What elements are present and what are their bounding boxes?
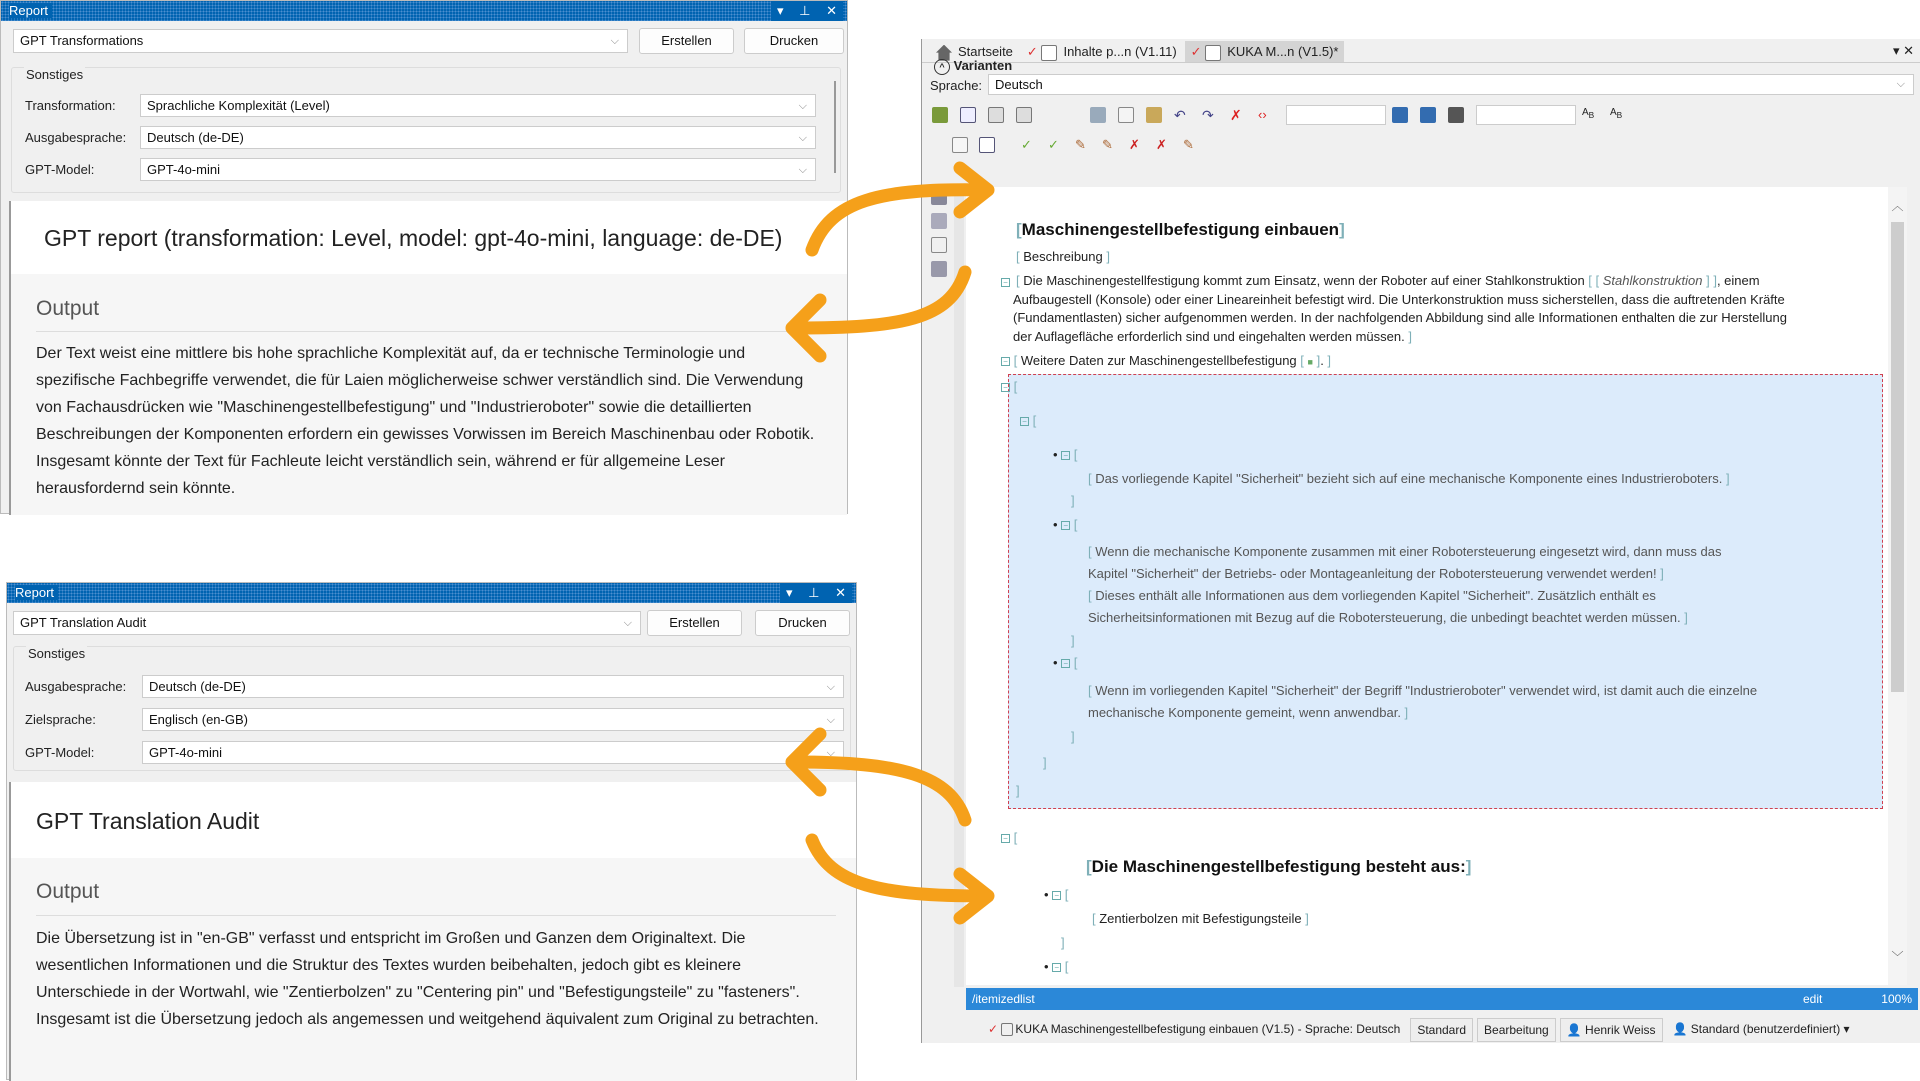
arrow-to-editor-bottom [812, 840, 988, 918]
collapse-icon[interactable]: − [1001, 834, 1010, 843]
user-name: Henrik Weiss [1585, 1023, 1656, 1037]
para-text: Sicherheitsinformationen mit Bezug auf die Robotersteuerung, die unbedingt beachtet werden müssen. [1088, 610, 1681, 625]
next-change-icon[interactable]: ✎ [1075, 137, 1086, 152]
user-icon: 👤 [1566, 1023, 1582, 1037]
undo-icon[interactable]: ↶ [1174, 107, 1186, 123]
para-line: der Auflagefläche erforderlich sind und eingehalten werden müssen. [1013, 328, 1405, 344]
section-open: − [ [1001, 830, 1017, 845]
safety-para-3: [ Wenn im vorliegenden Kapitel "Sicherheit" der Begriff "Industrieroboter" verwendet wird, ist damit auch die einzelne mechanische Komponente gemeint, wenn anwendbar. ] [1088, 683, 1758, 720]
chevron-down-icon: ⌵ [826, 681, 835, 693]
collapse-icon[interactable]: − [1001, 357, 1010, 366]
bracket: ] [1016, 783, 1020, 798]
chevron-down-icon: ⌵ [826, 747, 835, 759]
list-item-text: [ Zentierbolzen mit Befestigungsteile ] [1092, 911, 1309, 926]
print-label: Drucken [778, 615, 827, 630]
safety-para-2: [ Wenn die mechanische Komponente zusammen mit einer Robotersteuerung eingesetzt wird, dann muss das Kapitel "Sicherheit" der Betriebs- oder Montageanleitung der Robotersteuerung verwendet werden! ] [ Dieses enthält alle Informationen aus dem vorliegenden Kapitel "Sicherheit". Zusätzlich enthält es Sicherheitsinformationen mit Bezug auf die Robotersteuerung, die unbedingt beachtet werden müssen. ] [1088, 544, 1722, 625]
para-line: , einem [1716, 273, 1760, 288]
select-value: Deutsch (de-DE) [147, 130, 244, 145]
state-status[interactable]: Bearbeitung [1477, 1018, 1556, 1042]
para-text: Wenn im vorliegenden Kapitel "Sicherheit" der Begriff "Industrieroboter" verwendet wird, ist damit auch die einzelne [1095, 683, 1758, 698]
check-icon: ✓ [988, 1022, 999, 1036]
cross-reference[interactable]: Stahlkonstruktion [1602, 273, 1703, 288]
window-controls[interactable]: ▾ ✕ [1892, 43, 1914, 58]
select-value: Sprachliche Komplexität (Level) [147, 98, 330, 113]
output-heading: Output [36, 880, 100, 903]
gpt-model-label: GPT-Model: [25, 162, 95, 177]
select-value: GPT Transformations [20, 33, 144, 48]
group-label: Sonstiges [28, 646, 86, 661]
output-language-label: Ausgabesprache: [25, 130, 127, 145]
para-text: Das vorliegende Kapitel "Sicherheit" bezieht sich auf eine mechanische Komponente eines Industrieroboters. [1095, 471, 1723, 486]
tab-label: KUKA M...n (V1.5)* [1227, 44, 1339, 59]
bracket: ] [1071, 633, 1075, 648]
language-label: Sprache: [930, 78, 983, 93]
panel-controls[interactable]: ▾ ⊥ ✕ [771, 1, 843, 21]
block-open: − [ [1001, 379, 1017, 394]
report-title: GPT report (transformation: Level, model: gpt-4o-mini, language: de-DE) [44, 225, 783, 251]
reject-all-icon[interactable]: ✗ [1156, 137, 1167, 152]
output-text: Der Text weist eine mittlere bis hohe sprachliche Komplexität auf, da er technische Terminologie und spezifische Fachbegriffe verwendet, die für Laien möglicherweise schwer verständlich sind. Die Verwendung von Fachausdrücken wie "Maschinengestellbefestigung" und "Industrieroboter" sowie die detaillierten Beschreibungen der Komponenten erfordern ein gewisses Vorwissen im Bereich Maschinenbau oder Robotik. Insgesamt könnte der Text für Fachleute leicht verständlich sein, während er für allgemeine Leser herausfordernd sein könnte. [36, 345, 815, 497]
paragraph: [ Die Maschinengestellfestigung kommt zum Einsatz, wenn der Roboter auf einer Stahlkonstruktion [ [ Stahlkonstruktion ] ], einem Aufbaugestell (Konsole) oder einer Lineareinheit befestigt wird. Die Unterkonstruktion muss sicherstellen, dass die auftretenden Kräfte (Fundamentlasten) sicher aufgenommen werden. In der nachfolgenden Abbildung sind alle Informationen enthalten die zur Herstellung der Auflagefläche erforderlich sind und eingehalten werden müssen. ] [1013, 273, 1787, 344]
spellcheck-icon[interactable]: $A_B$ [1582, 107, 1595, 120]
tab-label: Inhalte p...n (V1.11) [1063, 44, 1177, 59]
collapse-up-icon: ^ [934, 59, 950, 75]
collapse-icon[interactable]: − [1020, 417, 1029, 426]
list-open: − [ [1020, 413, 1036, 428]
profile-select[interactable]: 👤 Standard (benutzerdefiniert) ▾ [1672, 1022, 1850, 1036]
arrow-from-editor-top [792, 272, 965, 356]
chevron-down-icon: ⌵ [798, 100, 807, 112]
element-path[interactable]: /itemizedlist [972, 992, 1035, 1006]
collapse-icon[interactable]: − [1052, 891, 1061, 900]
consists-heading: [Die Maschinengestellbefestigung besteht aus:] [1086, 857, 1472, 876]
image-placeholder-icon: ■ [1307, 357, 1313, 367]
output-heading: Output [36, 297, 100, 320]
collapse-icon[interactable]: − [1052, 963, 1061, 972]
view-status[interactable]: Standard [1410, 1018, 1473, 1042]
track-changes-icon[interactable]: ✎ [1183, 137, 1194, 152]
arrow-to-editor-top [812, 168, 988, 250]
zoom-level[interactable]: 100% [1881, 992, 1912, 1006]
list-item-open: • − [ [1053, 655, 1078, 670]
create-label: Erstellen [669, 615, 720, 630]
para-line: Aufbaugestell (Konsole) oder einer Lineareinheit befestigt wird. Die Unterkonstruktion muss sicherstellen, dass die auftretenden Kräfte [1013, 291, 1785, 307]
delete-element-icon[interactable]: ✗ [1230, 107, 1242, 123]
scroll-up-icon[interactable]: ︿ [1891, 199, 1904, 213]
transformation-label: Transformation: [25, 98, 116, 113]
chevron-down-icon: ⌵ [826, 714, 835, 726]
create-label: Erstellen [661, 33, 712, 48]
description-label: [ Beschreibung ] [1016, 249, 1110, 264]
doc-heading: [Maschinengestellbefestigung einbauen] [1016, 220, 1345, 239]
group-label: Sonstiges [26, 67, 84, 82]
chevron-down-icon: ⌵ [798, 132, 807, 144]
chevron-down-icon: ⌵ [1896, 78, 1905, 90]
panel-title: Report [15, 585, 58, 600]
select-value: Englisch (en-GB) [149, 712, 248, 727]
para-text: Wenn die mechanische Komponente zusammen mit einer Robotersteuerung eingesetzt wird, dann muss das [1095, 544, 1722, 559]
arrow-from-editor-bottom [792, 734, 965, 820]
more-data-text: Weitere Daten zur Maschinengestellbefestigung [1020, 353, 1297, 368]
list-item-open: • − [ [1044, 887, 1069, 902]
variants-label: Varianten [953, 58, 1013, 73]
collapse-icon[interactable]: − [1061, 451, 1070, 460]
accept-change-icon[interactable]: ✓ [1021, 137, 1032, 152]
select-value: GPT-4o-mini [149, 745, 222, 760]
check-icon: ✓ [1026, 44, 1038, 59]
list-item-open: • − [ [1044, 959, 1069, 974]
chevron-down-icon: ⌵ [610, 35, 619, 47]
list-item-open: • − [ [1053, 447, 1078, 462]
description-text: Beschreibung [1023, 249, 1103, 264]
output-text: Die Übersetzung ist in "en-GB" verfasst und entspricht im Großen und Ganzen dem Originaltext. Die wesentlichen Informationen und die Struktur des Textes wurden beibehalten, jedoch gibt es kleinere Unterschiede in der Wortwahl, wie "Zentierbolzen" zu "Centering pin" und "Befestigungsteile" zu "fasteners". Insgesamt ist die Übersetzung jedoch als angemessen und weitgehend äquivalent zum Original zu betrachten. [36, 930, 819, 1028]
profile-icon: 👤 [1672, 1022, 1688, 1036]
list-item-open: • − [ [1053, 517, 1078, 532]
chevron-down-icon: ⌵ [798, 164, 807, 176]
thesaurus-icon[interactable]: $A_B$ [1610, 107, 1623, 120]
redo-icon[interactable]: ↷ [1202, 107, 1214, 123]
edit-mode: edit [1803, 992, 1823, 1006]
collapse-icon[interactable]: − [1061, 521, 1070, 530]
report-title: GPT Translation Audit [36, 808, 260, 834]
collapse-icon[interactable]: − [1001, 278, 1010, 287]
para-line: Die Maschinengestellfestigung kommt zum Einsatz, wenn der Roboter auf einer Stahlkonstruktion [1023, 273, 1585, 288]
gpt-model-label: GPT-Model: [25, 745, 95, 760]
prev-change-icon[interactable]: ✎ [1102, 137, 1113, 152]
collapse-icon[interactable]: − [1001, 383, 1010, 392]
bracket: ] [1071, 493, 1075, 508]
reject-change-icon[interactable]: ✗ [1129, 137, 1140, 152]
output-language-label: Ausgabesprache: [25, 679, 127, 694]
para-line: (Fundamentlasten) sicher aufgenommen werden. In der nachfolgenden Abbildung sind alle Informationen enthalten die zur Herstellung [1013, 310, 1787, 325]
select-value: GPT-4o-mini [147, 162, 220, 177]
collapse-icon[interactable]: − [1061, 659, 1070, 668]
remove-tag-icon[interactable]: ‹› [1258, 107, 1267, 122]
profile-label: Standard (benutzerdefiniert) [1690, 1022, 1841, 1036]
target-language-label: Zielsprache: [25, 712, 96, 727]
check-icon: ✓ [1190, 44, 1202, 59]
para-text: mechanische Komponente gemeint, wenn anwendbar. [1088, 705, 1401, 720]
tab-label: Startseite [958, 44, 1013, 59]
select-value: Deutsch [995, 77, 1043, 92]
chevron-down-icon: ⌵ [623, 617, 632, 629]
print-label: Drucken [769, 33, 819, 48]
bracket: ] [1071, 729, 1075, 744]
panel-controls[interactable]: ▾ ⊥ ✕ [780, 583, 852, 603]
para-text: Dieses enthält alle Informationen aus dem vorliegenden Kapitel "Sicherheit". Zusätzlich enthält es [1095, 588, 1656, 603]
select-value: GPT Translation Audit [20, 615, 147, 630]
accept-all-icon[interactable]: ✓ [1048, 137, 1059, 152]
para-text: Kapitel "Sicherheit" der Betriebs- oder Montageanleitung der Robotersteuerung verwendet werden! [1088, 566, 1657, 581]
scroll-down-icon[interactable]: ﹀ [1891, 950, 1904, 964]
more-data: − [ Weitere Daten zur Maschinengestellbefestigung [ ■ ]. ] [1001, 353, 1331, 368]
bracket: [ [974, 190, 978, 205]
safety-para-1: [ Das vorliegende Kapitel "Sicherheit" bezieht sich auf eine mechanische Komponente eines Industrieroboters. ] [1088, 471, 1730, 486]
select-value: Deutsch (de-DE) [149, 679, 246, 694]
heading-text: Die Maschinengestellbefestigung besteht aus: [1091, 857, 1466, 876]
panel-title: Report [9, 3, 52, 18]
heading-text: Maschinengestellbefestigung einbauen [1021, 220, 1340, 239]
item-text: Zentierbolzen mit Befestigungsteile [1099, 911, 1302, 926]
bracket: ] [1043, 755, 1047, 770]
document-label: KUKA Maschinengestellbefestigung einbauen (V1.5) - Sprache: Deutsch [1015, 1022, 1401, 1036]
bracket: ] [1061, 935, 1065, 950]
